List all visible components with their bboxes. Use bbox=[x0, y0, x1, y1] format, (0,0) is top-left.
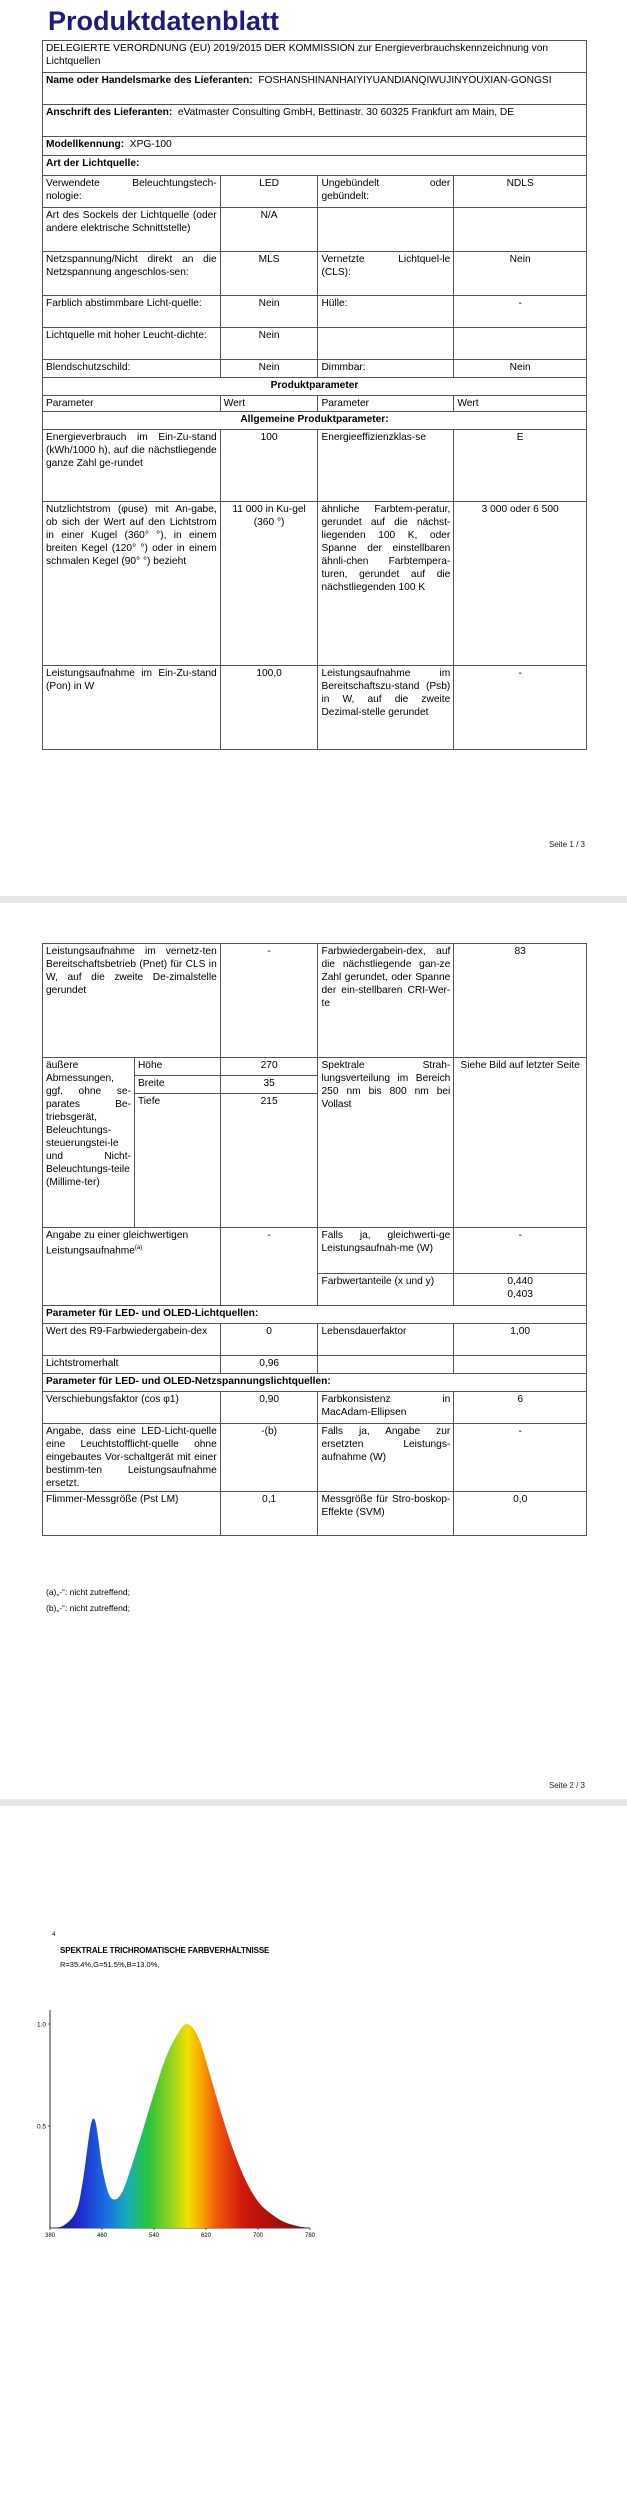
footnote-a: (a)„-“: nicht zutreffend; bbox=[46, 1587, 130, 1597]
datasheet-table-2 bbox=[42, 943, 587, 1536]
chart-series bbox=[50, 2024, 310, 2228]
mains-params-header: Parameter für LED- und OLED-Netzspannungslichtquellen: bbox=[43, 1374, 587, 1392]
supplier-name-label: Name oder Handelsmarke des Lieferanten: bbox=[46, 75, 253, 86]
supplier-name: FOSHANSHINANHAIYIYUANDIANQIWUJINYOUXIAN-GONGSI bbox=[258, 75, 552, 86]
param-row: Flimmer-Messgröße (Pst LM) 0,1 Messgröße für Stro-boskop-Effekte (SVM) 0,0 bbox=[43, 1492, 587, 1536]
chromaticity-x: 0,440 bbox=[507, 1276, 533, 1287]
type-row: Netzspannung/Nicht direkt an die Netzspannung angeschlos-sen: MLS Vernetzte Lichtquel-le (CLS): Nein bbox=[43, 252, 587, 296]
supplier-address-row bbox=[43, 105, 587, 137]
datasheet-table-1 bbox=[42, 40, 587, 750]
chart-title: SPEKTRALE TRICHROMATISCHE FARBVERHÄLTNISSE bbox=[60, 1946, 270, 1955]
param-row: Leistungsaufnahme im vernetz-ten Bereitschaftsbetrieb (Pnet) für CLS in W, auf die zweite De-zimalstelle gerundet - Farbwiedergabein-dex, auf die nächstliegende gan-ze Zahl gerundet, oder Spanne der ein-stellbaren CRI-Wer-te 83 bbox=[43, 944, 587, 1058]
page-number: Seite 1 / 3 bbox=[548, 840, 585, 849]
x-tick-label: 620 bbox=[200, 2233, 212, 2239]
param-row: Verschiebungsfaktor (cos φ1) 0,90 Farbkonsistenz in MacAdam-Ellipsen 6 bbox=[43, 1392, 587, 1424]
chromaticity-row: Farbwertanteile (x und y) 0,440 0,403 bbox=[43, 1274, 587, 1306]
chromaticity-y: 0,403 bbox=[507, 1289, 533, 1300]
supplier-name-row bbox=[43, 73, 587, 105]
dimensions-row: Breite 35 bbox=[43, 1076, 587, 1094]
led-params-header: Parameter für LED- und OLED-Lichtquellen: bbox=[43, 1306, 587, 1324]
type-row: Farblich abstimmbare Licht-quelle: Nein Hülle: - bbox=[43, 296, 587, 328]
y-tick-label: 1.0 bbox=[36, 2021, 46, 2029]
param-row: Lichtstromerhalt 0,96 bbox=[43, 1356, 587, 1374]
param-row: Energieverbrauch im Ein-Zu-stand (kWh/1000 h), auf die nächstliegende ganze Zahl ge-rundet 100 Energieeffizienzklas-se E bbox=[43, 430, 587, 502]
model-label: Modellkennung: bbox=[46, 139, 125, 150]
param-row: Leistungsaufnahme im Ein-Zu-stand (Pon) in W 100,0 Leistungsaufnahme im Bereitschaftszu-stand (Psb) in W, auf die zweite Dezimal-stelle gerundet - bbox=[43, 666, 587, 750]
equivalent-power-row: Angabe zu einer gleichwertigen Leistungsaufnahme$^{(a)}$ - Falls ja, gleichwerti-ge Leistungsaufnah-me (W) - bbox=[43, 1228, 587, 1274]
dimensions-row: äußere Abmessungen, ggf. ohne se-parates Be-triebsgerät, Beleuchtungs-steuerungstei-le und Nicht-Beleuchtungs-teile (Millime-ter) Höhe 270 Spektrale Strah-lungsverteilung im Bereich 250 nm bis 800 nm bei Vollast Siehe Bild auf letzter Seite bbox=[43, 1058, 587, 1076]
dimensions-label: äußere Abmessungen, ggf. ohne se-parates Be-triebsgerät, Beleuchtungs-steuerungstei-le und Nicht-Beleuchtungs-teile (Millime-ter) bbox=[43, 1058, 135, 1228]
x-tick-label: 540 bbox=[148, 2233, 160, 2239]
param-row: Angabe, dass eine LED-Licht-quelle eine Leuchtstofflicht-quelle ohne eingebautes Vor-schaltgerät mit einer bestimm-ten Leistungsaufnahme ersetzt. -(b) Falls ja, Angabe zur ersetzten Leistungs-aufnahme (W) - bbox=[43, 1424, 587, 1492]
page-number: Seite 2 / 3 bbox=[548, 1781, 585, 1790]
spectral-value: Siehe Bild auf letzter Seite bbox=[454, 1058, 587, 1228]
dimensions-row: Tiefe 215 bbox=[43, 1094, 587, 1228]
x-tick-label: 460 bbox=[96, 2233, 108, 2239]
light-source-type-header: Art der Lichtquelle: bbox=[43, 156, 587, 176]
spectral-chart bbox=[36, 2000, 330, 2248]
chart-subtitle: R=35.4%,G=51.5%,B=13.0%, bbox=[60, 1960, 160, 1969]
type-row: Blendschutzschild: Nein Dimmbar: Nein bbox=[43, 360, 587, 378]
page-title: Produktdatenblatt bbox=[48, 6, 280, 36]
type-row: Verwendete Beleuchtungstech-nologie: LED Ungebündelt oder gebündelt: NDLS bbox=[43, 176, 587, 208]
model-row bbox=[43, 137, 587, 156]
x-tick-label: 780 bbox=[304, 2233, 316, 2239]
corner-mark: 4 bbox=[52, 1932, 56, 1938]
footnote-b: (b)„-“: nicht zutreffend; bbox=[46, 1603, 130, 1613]
regulation-text: DELEGIERTE VERORDNUNG (EU) 2019/2015 DER KOMMISSION zur Energieverbrauchskennzeichnung von Lichtquellen bbox=[43, 41, 587, 73]
supplier-address: eVatmaster Consulting GmbH, Bettinastr. 30 60325 Frankfurt am Main, DE bbox=[177, 107, 515, 118]
y-tick-label: 0.5 bbox=[36, 2123, 46, 2131]
datasheet-page-1 bbox=[0, 0, 627, 903]
general-params-header: Allgemeine Produktparameter: bbox=[43, 412, 587, 430]
param-row: Wert des R9-Farbwiedergabein-dex 0 Lebensdauerfaktor 1,00 bbox=[43, 1324, 587, 1356]
spectrum-area bbox=[50, 2024, 310, 2228]
spectral-label: Spektrale Strah-lungsverteilung im Bereich 250 nm bis 800 nm bei Vollast bbox=[318, 1058, 454, 1228]
regulation-row bbox=[43, 41, 587, 73]
x-tick-label: 380 bbox=[44, 2233, 56, 2239]
model-id: XPG-100 bbox=[129, 139, 172, 150]
param-row: Nutzlichtstrom (φuse) mit An-gabe, ob sich der Wert auf den Lichtstrom in einer Kugel (360° °), in einem breiten Kegel (120° °) oder in einem schmalen Kegel (90° °) bezieht 11 000 in Ku-gel (360 °) ähnliche Farbtem-peratur, gerundet auf die nächst-liegenden 100 K, oder Spanne der einstellbaren ähnli-chen Farbtempera-turen, gerundet auf die nächstliegenden 100 K 3 000 oder 6 500 bbox=[43, 502, 587, 666]
type-row: Art des Sockels der Lichtquelle (oder andere elektrische Schnittstelle) N/A bbox=[43, 208, 587, 252]
datasheet-page-2 bbox=[0, 903, 627, 1806]
equivalent-power-label: Angabe zu einer gleichwertigen Leistungsaufnahme bbox=[46, 1230, 189, 1257]
column-header-row: Parameter Wert Parameter Wert bbox=[43, 396, 587, 412]
type-row: Lichtquelle mit hoher Leucht-dichte: Nein bbox=[43, 328, 587, 360]
supplier-address-label: Anschrift des Lieferanten: bbox=[46, 107, 173, 118]
product-params-header: Produktparameter bbox=[43, 378, 587, 396]
x-tick-label: 700 bbox=[252, 2233, 264, 2239]
